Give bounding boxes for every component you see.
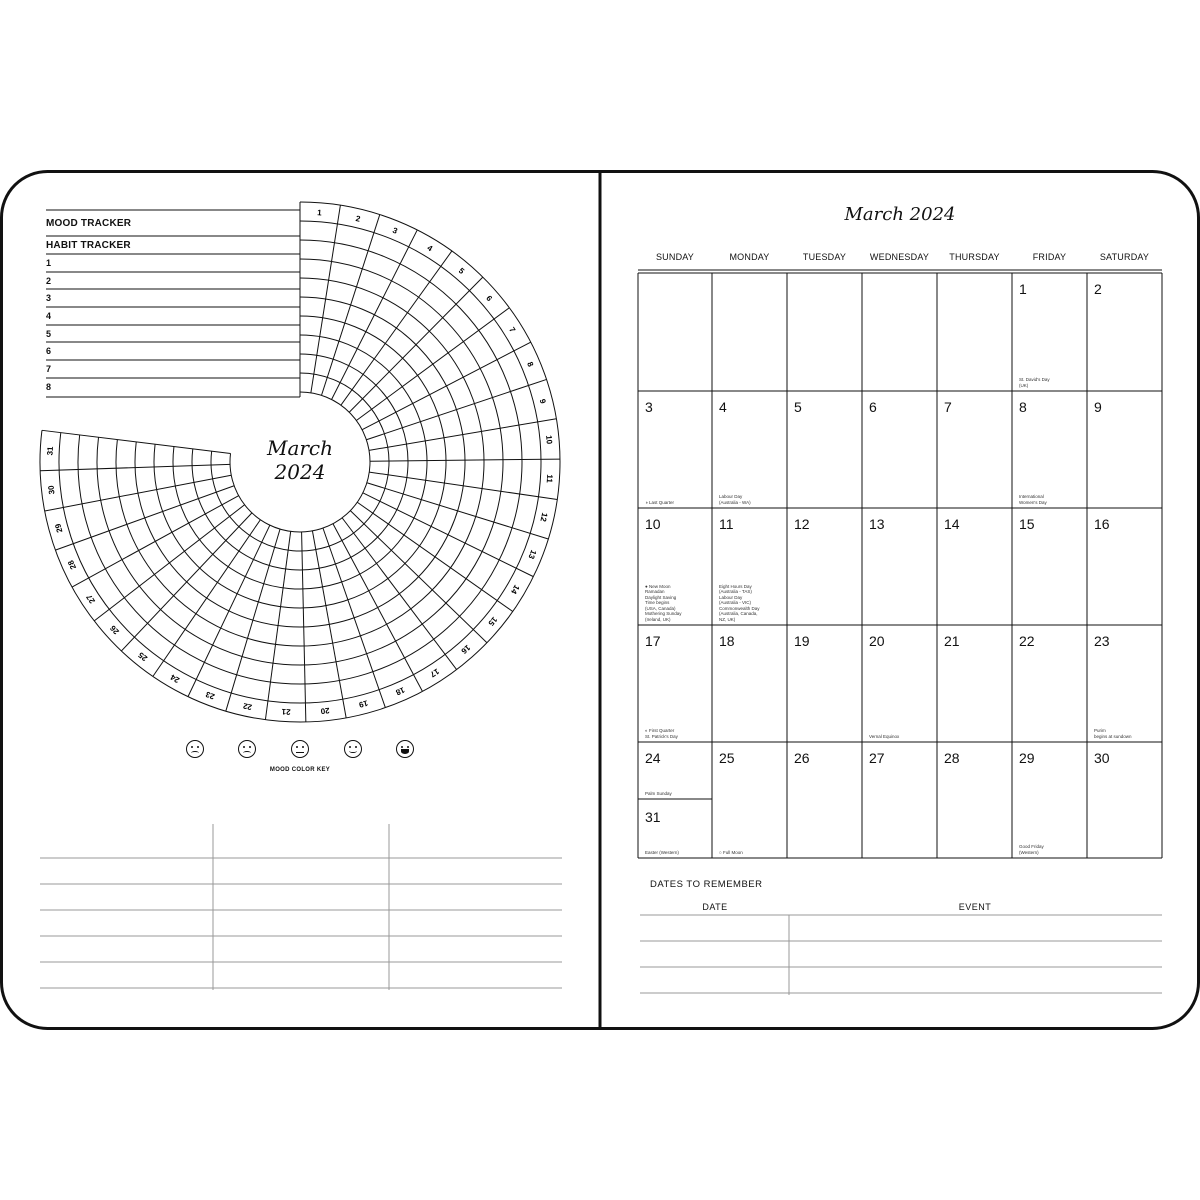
weekday-wednesday: WEDNESDAY xyxy=(869,252,930,262)
calendar-day-22[interactable]: 22 xyxy=(1019,633,1035,649)
habit-number: 2 xyxy=(46,276,52,286)
calendar-note-line: (Australia - TAS) xyxy=(719,589,752,594)
wheel-day-label: 27 xyxy=(84,592,98,606)
habit-number: 6 xyxy=(46,346,52,356)
wheel-day-label: 23 xyxy=(204,689,216,702)
calendar-day-15[interactable]: 15 xyxy=(1019,516,1035,532)
wheel-day-label: 11 xyxy=(544,474,555,484)
wheel-day-label: 22 xyxy=(242,701,253,712)
habit-number: 8 xyxy=(46,382,52,392)
calendar-day-28[interactable]: 28 xyxy=(944,750,960,766)
weekday-monday: MONDAY xyxy=(729,252,770,262)
calendar-note-line: (Australia, Canada, xyxy=(719,611,758,616)
calendar-note-line: Vernal Equinox xyxy=(869,733,900,739)
calendar-note-line: Good Friday xyxy=(1019,844,1044,849)
habit-number: 4 xyxy=(46,311,52,321)
calendar-note-line: Women's Day xyxy=(1019,499,1047,505)
calendar-note-line: Labour Day xyxy=(719,494,743,499)
calendar-note-line: Palm Sunday xyxy=(645,790,672,796)
wheel-day-label: 30 xyxy=(46,484,57,495)
calendar-day-19[interactable]: 19 xyxy=(794,633,810,649)
habit-tracker-label: HABIT TRACKER xyxy=(46,240,131,251)
wheel-day-label: 25 xyxy=(136,650,150,663)
calendar-note-line: International xyxy=(1019,494,1044,499)
weekday-tuesday: TUESDAY xyxy=(802,252,847,262)
wheel-day-label: 8 xyxy=(525,360,536,369)
calendar-day-2[interactable]: 2 xyxy=(1094,281,1102,297)
wheel-day-label: 26 xyxy=(108,623,121,637)
calendar-day-12[interactable]: 12 xyxy=(794,516,810,532)
calendar-day-4[interactable]: 4 xyxy=(719,399,727,415)
calendar-day-30[interactable]: 30 xyxy=(1094,750,1110,766)
wheel-day-label: 13 xyxy=(526,548,539,561)
calendar-note-line: Time begins xyxy=(645,600,670,605)
wheel-day-label: 31 xyxy=(45,446,55,456)
calendar-note-line: (USA, Canada) xyxy=(645,605,676,611)
calendar-day-26[interactable]: 26 xyxy=(794,750,810,766)
calendar-note-line: begins at sundown xyxy=(1094,733,1132,739)
calendar-day-20[interactable]: 20 xyxy=(869,633,885,649)
calendar-note-line: Commonwealth Day xyxy=(719,605,760,611)
wheel-day-label: 9 xyxy=(537,398,548,405)
wheel-day-label: 4 xyxy=(425,243,435,254)
calendar-day-6[interactable]: 6 xyxy=(869,399,877,415)
wheel-day-label: 2 xyxy=(354,213,362,224)
wheel-day-label: 10 xyxy=(544,434,554,445)
calendar-day-24[interactable]: 24 xyxy=(645,750,661,766)
calendar-day-25[interactable]: 25 xyxy=(719,750,735,766)
calendar-note-line: (Australia - WA) xyxy=(719,499,751,505)
wheel-day-label: 3 xyxy=(391,225,399,236)
calendar-note-line: Labour Day xyxy=(719,594,743,600)
calendar-day-16[interactable]: 16 xyxy=(1094,516,1110,532)
calendar-note-line: Ramadan xyxy=(645,589,665,594)
calendar-day-3[interactable]: 3 xyxy=(645,399,653,415)
calendar-day-13[interactable]: 13 xyxy=(869,516,885,532)
wheel-day-label: 1 xyxy=(316,208,323,218)
calendar-day-31[interactable]: 31 xyxy=(645,809,661,825)
habit-number: 5 xyxy=(46,329,52,339)
wheel-day-label: 6 xyxy=(484,293,494,304)
wheel-day-label: 14 xyxy=(508,583,522,596)
mood-tracker-label: MOOD TRACKER xyxy=(46,218,132,229)
calendar-day-9[interactable]: 9 xyxy=(1094,399,1102,415)
wheel-day-label: 18 xyxy=(394,685,407,697)
weekday-friday: FRIDAY xyxy=(1032,252,1067,262)
calendar-day-23[interactable]: 23 xyxy=(1094,633,1110,649)
calendar-day-17[interactable]: 17 xyxy=(645,633,661,649)
wheel-day-label: 20 xyxy=(320,705,330,716)
calendar-note-line: (UK) xyxy=(1019,382,1029,388)
habit-number: 1 xyxy=(46,258,52,268)
calendar-note-line: ● New Moon xyxy=(645,583,671,589)
habit-number: 3 xyxy=(46,293,52,303)
calendar-note-line: ◑ Last Quarter xyxy=(645,499,674,505)
wheel-day-label: 19 xyxy=(357,698,369,710)
wheel-day-label: 24 xyxy=(168,672,182,685)
wheel-day-label: 12 xyxy=(538,511,550,523)
calendar-note-line: Eight Hours Day xyxy=(719,583,752,589)
wheel-day-label: 7 xyxy=(507,325,518,335)
event-column-label: EVENT xyxy=(958,902,992,912)
dates-to-remember-label: DATES TO REMEMBER xyxy=(650,879,763,890)
wheel-day-label: 16 xyxy=(459,642,472,656)
calendar-note-line: ○ Full Moon xyxy=(719,849,743,855)
habit-number: 7 xyxy=(46,364,52,374)
calendar-note-line: (Western) xyxy=(1019,849,1039,855)
calendar-note-line: (Australia - VIC) xyxy=(719,600,752,605)
calendar-note-line: ◐ First Quarter xyxy=(645,728,675,733)
date-column-label: DATE xyxy=(702,902,728,912)
weekday-thursday: THURSDAY xyxy=(949,252,1000,262)
calendar-day-21[interactable]: 21 xyxy=(944,633,960,649)
wheel-month: March xyxy=(266,436,334,460)
calendar-day-1[interactable]: 1 xyxy=(1019,281,1027,297)
calendar-day-10[interactable]: 10 xyxy=(645,516,661,532)
calendar-note-line: NZ, UK) xyxy=(719,616,736,622)
calendar-day-8[interactable]: 8 xyxy=(1019,399,1027,415)
calendar-note-line: St. David's Day xyxy=(1019,377,1050,382)
calendar-day-5[interactable]: 5 xyxy=(794,399,802,415)
calendar-note-line: Daylight Saving xyxy=(645,594,677,600)
calendar-day-27[interactable]: 27 xyxy=(869,750,885,766)
calendar-note-line: Easter (Western) xyxy=(645,849,679,855)
wheel-day-label: 21 xyxy=(281,706,291,717)
wheel-day-label: 15 xyxy=(486,614,500,628)
wheel-year: 2024 xyxy=(274,460,326,484)
weekday-sunday: SUNDAY xyxy=(655,252,695,262)
calendar-note-line: St. Patrick's Day xyxy=(645,733,678,739)
wheel-day-label: 29 xyxy=(53,522,65,534)
mood-color-key-label: MOOD COLOR KEY xyxy=(269,767,331,773)
wheel-day-label: 28 xyxy=(66,558,79,571)
calendar-note-line: (Ireland, UK) xyxy=(645,616,671,622)
calendar-day-18[interactable]: 18 xyxy=(719,633,735,649)
calendar-note-line: Mothering Sunday xyxy=(645,611,682,616)
calendar-title: March 2024 xyxy=(844,204,956,225)
calendar-day-11[interactable]: 11 xyxy=(719,516,734,532)
calendar-day-7[interactable]: 7 xyxy=(944,399,952,415)
wheel-day-label: 17 xyxy=(428,666,441,679)
calendar-note-line: Purim xyxy=(1094,728,1106,733)
weekday-saturday: SATURDAY xyxy=(1099,252,1150,262)
calendar-day-29[interactable]: 29 xyxy=(1019,750,1035,766)
wheel-day-label: 5 xyxy=(456,266,467,276)
calendar-day-14[interactable]: 14 xyxy=(944,516,960,532)
